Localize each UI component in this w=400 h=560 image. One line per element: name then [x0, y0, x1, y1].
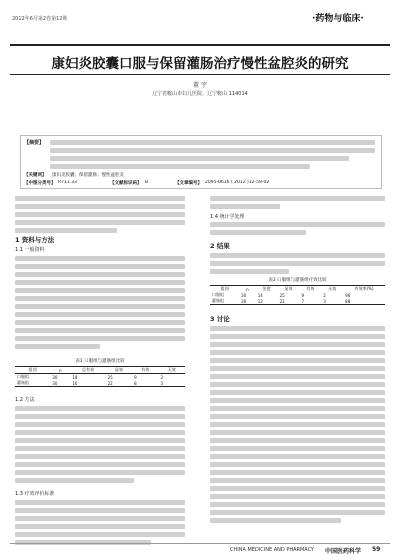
title-rule — [10, 74, 390, 75]
table-2-header: 有效 — [306, 286, 315, 291]
table-2 — [210, 285, 385, 305]
keywords-label: 【关键词】 — [24, 173, 47, 178]
table-cell: 18 — [72, 374, 78, 380]
section-1-1-heading: 1.1 一般资料 — [15, 247, 45, 253]
table-cell: 9 — [301, 292, 304, 298]
issue-label: 2012年6月第2卷第12期 — [12, 16, 68, 22]
abstract-text — [50, 140, 375, 172]
table-cell: 88 — [345, 298, 351, 304]
discussion-paragraph — [210, 326, 385, 526]
table-cell: 21 — [279, 298, 285, 304]
results-paragraph — [210, 253, 385, 277]
table-2-header: 治愈 — [262, 286, 271, 291]
article-title: 康妇炎胶囊口服与保留灌肠治疗慢性盆腔炎的研究 — [51, 56, 349, 72]
article-no-label: 【文章编号】 — [175, 181, 202, 186]
table-1-header: 总有效 — [81, 367, 94, 372]
table-1-header: n — [59, 367, 62, 373]
table-cell: 3 — [160, 380, 164, 386]
right-intro-paragraph — [210, 196, 385, 212]
table-cell: 22 — [107, 380, 113, 386]
affiliation: 辽宁省鞍山市妇儿医院，辽宁鞍山 114014 — [152, 91, 248, 97]
column-label: ·药物与临床· — [312, 14, 364, 24]
table-cell: 口服组 — [212, 292, 224, 297]
table-cell: 30 — [241, 298, 247, 304]
table-cell: 8 — [134, 380, 137, 386]
table-2-header: 组别 — [220, 286, 229, 291]
table-cell: 灌肠组 — [17, 380, 29, 385]
table-cell: 25 — [107, 374, 113, 380]
footer-rule — [10, 543, 390, 544]
table-cell: 7 — [301, 298, 304, 304]
clc-value: R711.33 — [58, 180, 77, 185]
table-2-header: 显效 — [284, 286, 293, 291]
table-cell: 2 — [160, 374, 164, 380]
table-1-header: 有效 — [141, 367, 150, 372]
table-cell: 14 — [257, 292, 263, 298]
keywords: 康妇炎胶囊；保留灌肠；慢性盆腔炎 — [52, 173, 124, 178]
table-cell: 9 — [134, 374, 137, 380]
stats-paragraph — [210, 222, 385, 238]
table-cell: 12 — [257, 298, 263, 304]
table-cell: 30 — [241, 292, 247, 298]
table-1-header: 组别 — [28, 367, 37, 372]
table-cell: 16 — [72, 380, 78, 386]
author: 董 宇 — [193, 82, 207, 89]
table-2-header: n — [246, 286, 249, 292]
footer-journal: CHINA MEDICINE AND PHARMACY — [230, 547, 315, 553]
criteria-paragraph — [15, 500, 185, 548]
general-data-paragraph — [15, 256, 185, 352]
section-1-2-heading: 1.2 方法 — [15, 397, 35, 403]
table-1-caption: 表1 口服组与灌肠组比较 — [75, 359, 125, 364]
section-1-4-heading: 1.4 统计学处理 — [210, 214, 245, 220]
table-cell: 灌肠组 — [212, 298, 224, 303]
page-number: 59 — [372, 546, 381, 553]
table-2-header: 无效 — [328, 286, 337, 291]
section-3-heading: 3 讨论 — [210, 315, 230, 323]
table-cell: 30 — [52, 380, 58, 386]
table-1-header: 显效 — [114, 367, 123, 372]
intro-paragraph — [15, 196, 185, 236]
table-1-header: 无效 — [167, 367, 176, 372]
section-1-3-heading: 1.3 疗效评价标准 — [15, 491, 55, 497]
table-cell: 30 — [52, 374, 58, 380]
methods-paragraph — [15, 406, 185, 486]
table-1 — [15, 366, 185, 387]
section-2-heading: 2 结果 — [210, 242, 230, 250]
table-row — [15, 380, 185, 387]
table-cell: 96 — [345, 292, 351, 298]
article-no: 2095-0616 ( 2012 )12-59-02 — [205, 180, 270, 185]
abstract-label: 【摘要】 — [24, 140, 45, 146]
table-cell: 3 — [323, 298, 326, 304]
table-cell: 2 — [323, 292, 326, 298]
table-cell: 口服组 — [17, 374, 29, 379]
clc-label: 【中图分类号】 — [24, 181, 56, 186]
doc-value: B — [145, 180, 149, 185]
footer-journal-cn: 中国医药科学 — [325, 548, 362, 555]
table-row — [210, 298, 385, 305]
table-2-caption: 表2 口服组与灌肠组疗效比较 — [268, 278, 327, 283]
section-1-heading: 1 资料与方法 — [15, 236, 55, 244]
table-2-header: 有效率(%) — [354, 286, 374, 291]
doc-label: 【文献标识码】 — [110, 181, 142, 186]
table-cell: 25 — [279, 292, 285, 298]
